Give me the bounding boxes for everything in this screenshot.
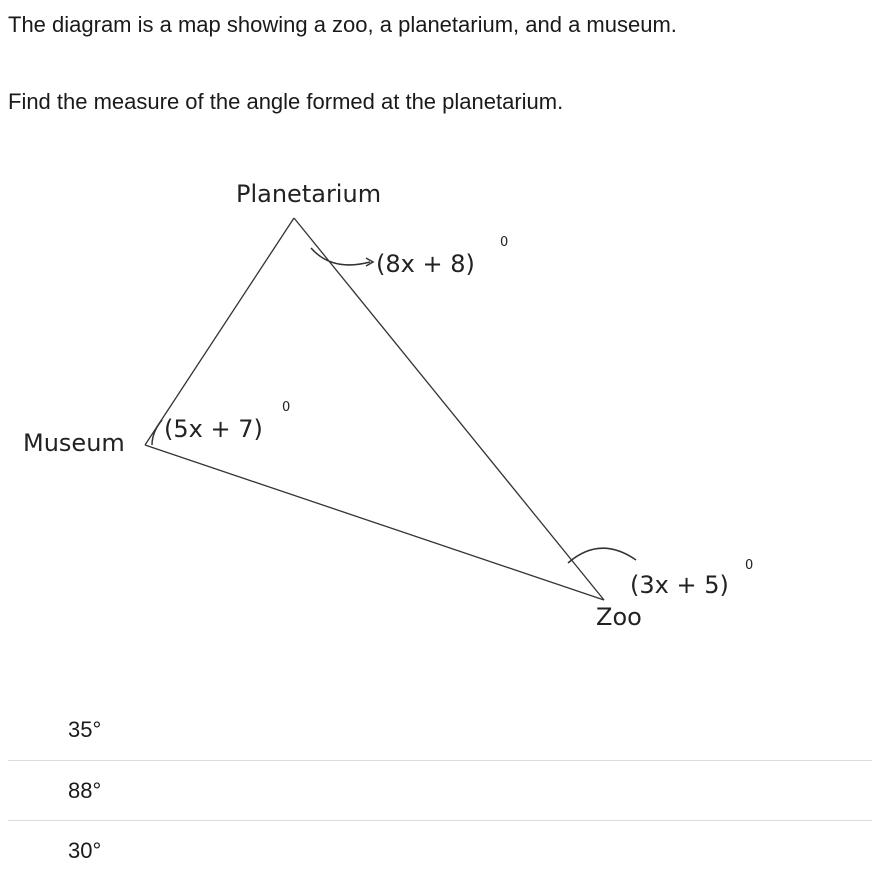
side-museum-zoo [145,445,604,600]
museum-angle-degree: 0 [282,400,291,415]
side-planetarium-museum [145,218,294,445]
question-line-2: Find the measure of the angle formed at the planetarium. [8,89,564,114]
zoo-angle-arc [568,548,636,563]
zoo-angle-expression: (3x + 5) [630,571,729,599]
answer-choice-3[interactable]: 30° [8,820,872,880]
planetarium-label: Planetarium [236,180,382,208]
answer-choice-1[interactable]: 35° [68,717,102,742]
museum-label: Museum [23,429,125,457]
question-line-1: The diagram is a map showing a zoo, a planetarium, and a museum. [8,12,677,37]
zoo-angle-degree: 0 [745,558,754,573]
answer-choice-2[interactable]: 88° [8,760,872,820]
planetarium-angle-expression: (8x + 8) [376,250,475,278]
museum-angle-expression: (5x + 7) [164,415,263,443]
zoo-label: Zoo [596,603,642,631]
planetarium-angle-degree: 0 [500,235,509,250]
answer-choices [8,700,872,880]
